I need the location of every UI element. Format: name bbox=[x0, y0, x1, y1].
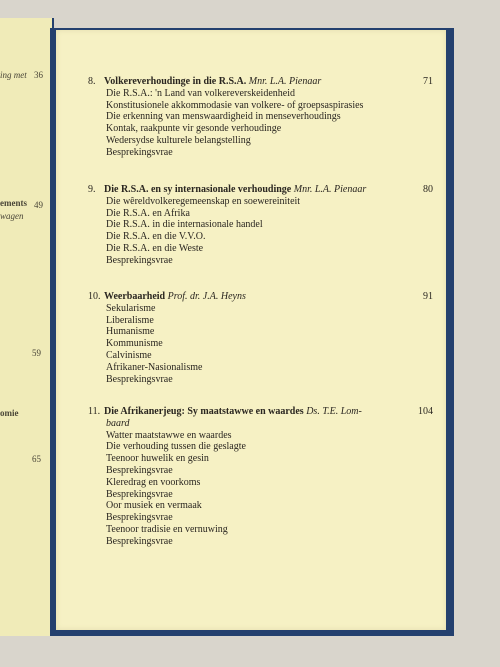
left-page-number: 59 bbox=[32, 348, 41, 358]
subtopic: Kommunisme bbox=[106, 338, 163, 350]
subtopic: Besprekingsvrae bbox=[106, 535, 173, 547]
left-page-text: ing met bbox=[0, 70, 27, 80]
subtopic: Teenoor huwelik en gesin bbox=[106, 453, 209, 465]
subtopic: Die R.S.A. en Afrika bbox=[106, 207, 190, 219]
subtopic: Watter maatstawwe en waardes bbox=[106, 429, 232, 441]
toc-entry-heading bbox=[88, 76, 433, 88]
left-page-number: 65 bbox=[32, 454, 41, 464]
subtopic: Die R.S.A. in die internasionale handel bbox=[106, 219, 263, 231]
chapter-author: Mnr. L.A. Pienaar bbox=[248, 76, 322, 87]
chapter-number: 8. bbox=[88, 76, 96, 87]
page-number: 80 bbox=[423, 184, 433, 195]
subtopic: Afrikaner-Nasionalisme bbox=[106, 361, 203, 373]
subtopic: Die R.S.A. en die Weste bbox=[106, 242, 204, 254]
subtopic: Besprekingsvrae bbox=[106, 254, 173, 266]
subtopic: Die R.S.A. en die V.V.O. bbox=[106, 231, 206, 243]
subtopic: Die wêreldvolkeregemeenskap en soewereiniteit bbox=[106, 195, 301, 207]
left-page-text: omie bbox=[0, 408, 19, 418]
subtopic: Wedersydse kulturele belangstelling bbox=[106, 134, 251, 146]
previous-page bbox=[0, 18, 54, 636]
left-page-number: 36 bbox=[34, 70, 43, 80]
toc-entry-heading bbox=[88, 184, 433, 196]
subtopic: Calvinisme bbox=[106, 349, 152, 361]
chapter-number: 11. bbox=[88, 406, 101, 417]
contents-page bbox=[56, 30, 446, 630]
subtopic: Besprekingsvrae bbox=[106, 512, 173, 524]
subtopic: Oor musiek en vermaak bbox=[106, 500, 202, 512]
chapter-title: Die R.S.A. en sy internasionale verhoudinge bbox=[104, 184, 292, 195]
toc-entry bbox=[88, 406, 433, 548]
subtopic: Sekularisme bbox=[106, 302, 156, 314]
subtopic: Die R.S.A.: 'n Land van volkereverskeidenheid bbox=[106, 87, 295, 99]
subtopic: Kleredrag en voorkoms bbox=[106, 476, 201, 488]
page-number: 71 bbox=[423, 76, 433, 87]
subtopic: Die erkenning van menswaardigheid in menseverhoudings bbox=[106, 111, 341, 123]
subtopic: Konstitusionele akkommodasie van volkere- of groepsaspirasies bbox=[106, 99, 364, 111]
chapter-title: Weerbaarheid bbox=[104, 291, 166, 302]
subtopic: Besprekingsvrae bbox=[106, 373, 173, 385]
toc-entry bbox=[88, 76, 433, 159]
subtopic: Liberalisme bbox=[106, 314, 154, 326]
toc-entry-heading bbox=[88, 291, 433, 303]
chapter-author: Mnr. L.A. Pienaar bbox=[293, 184, 367, 195]
subtopic: Besprekingsvrae bbox=[106, 464, 173, 476]
page-number: 91 bbox=[423, 291, 433, 302]
left-page-text: wagen bbox=[0, 211, 24, 221]
subtopic: Besprekingsvrae bbox=[106, 488, 173, 500]
subtopic: Die verhouding tussen die geslagte bbox=[106, 441, 246, 453]
page-number: 104 bbox=[418, 406, 433, 417]
chapter-title: Volkereverhoudinge in die R.S.A. bbox=[104, 76, 247, 87]
left-page-text: ements bbox=[0, 198, 27, 208]
chapter-number: 10. bbox=[88, 291, 101, 302]
toc-entry-heading bbox=[88, 406, 433, 430]
left-page-number: 49 bbox=[34, 200, 43, 210]
chapter-number: 9. bbox=[88, 184, 96, 195]
subtopic: Teenoor tradisie en vernuwing bbox=[106, 523, 228, 535]
toc-entry bbox=[88, 184, 433, 267]
subtopic: Kontak, raakpunte vir gesonde verhoudinge bbox=[106, 123, 282, 135]
subtopic: Besprekingsvrae bbox=[106, 146, 173, 158]
chapter-author-continued: baard bbox=[106, 417, 130, 429]
subtopic: Humanisme bbox=[106, 326, 155, 338]
chapter-author: Prof. dr. J.A. Heyns bbox=[167, 291, 246, 302]
chapter-author: Ds. T.E. Lom- bbox=[306, 406, 362, 417]
toc-entry bbox=[88, 291, 433, 385]
chapter-title: Die Afrikanerjeug: Sy maatstawwe en waardes bbox=[104, 406, 304, 417]
